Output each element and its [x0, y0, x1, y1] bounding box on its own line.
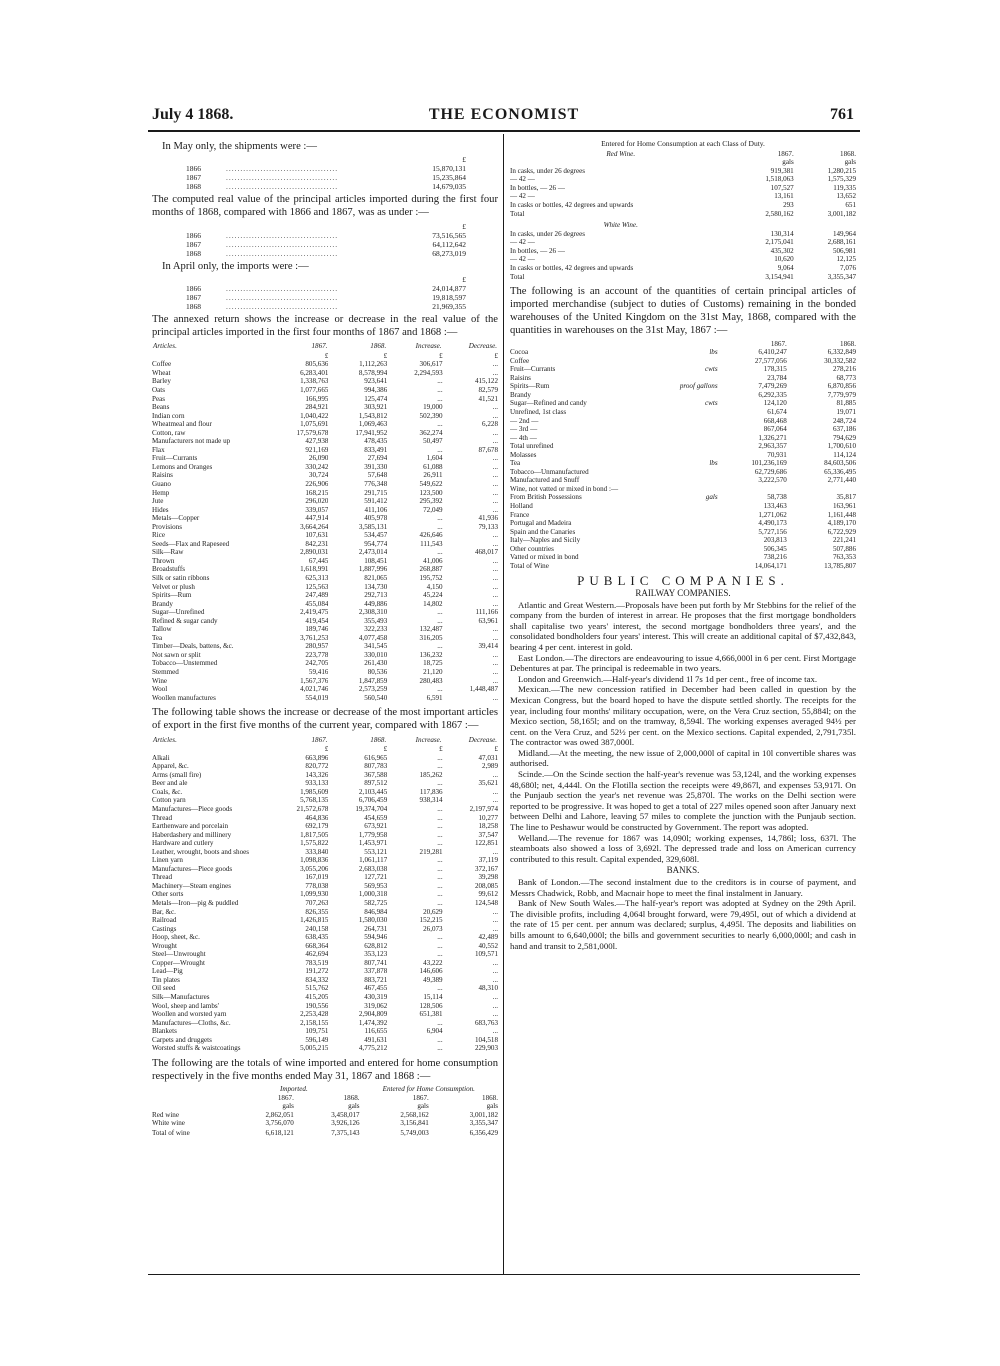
red-wine-duty-table: Red Wine. 1867. 1868. gals gals In casks, under 26 degrees 919,381 1,280,215 — 42 — 1,518,063 1,575,329 In bottles, — 26 — 107,527 119,335 — 42 — 13,161 13,652 In casks or bottles, 42 degrees and upwards 293 651 Total 2,580,162 3,001,182 [510, 149, 856, 219]
table-row: Tallow 189,746 322,233 132,487 ... [152, 625, 498, 634]
table-row: Raisins 23,784 68,773 [510, 373, 856, 382]
railway-paragraph: Atlantic and Great Western.—Proposals have been put forth by Mr Stebbins for the relief of the company from the burden of interest in arrear. He proposes that the first mortgage bondholders shall capitalise two years' interest, the second mortgage bondholders three years', and the consolidated bondholders four years' interest. This will create an additional capital of $7,432,843, bearing 4 per cent. interest in gold. [510, 599, 856, 652]
table-row: Flax 921,169 833,491 ... 87,678 [152, 445, 498, 454]
table-row: Silk or satin ribbons 625,313 821,065 195,752 ... [152, 573, 498, 582]
table-header-row [152, 735, 498, 746]
table-row: 1868 ....................................... 14,679,035 [186, 182, 466, 192]
table-row: Hides 339,057 411,106 72,049 ... [152, 505, 498, 514]
table-row: Oats 1,077,665 994,386 ... 82,579 [152, 385, 498, 394]
banks-heading: BANKS. [666, 865, 700, 876]
table-row: Lemons and Oranges 330,242 391,330 61,088 ... [152, 462, 498, 471]
table-row: Fruit—Currants cwts 178,315 278,216 [510, 365, 856, 374]
table-row: Silk—Raw 2,890,031 2,473,014 ... 468,017 [152, 548, 498, 557]
table-row: Molasses 70,931 114,124 [510, 450, 856, 459]
table-row: Worsted stuffs & waistcoatings 5,005,215 4,775,212 ... 229,903 [152, 1044, 498, 1053]
april-imports-table [186, 275, 466, 311]
column-header: Articles. [153, 735, 177, 744]
total-row: Total 2,580,162 3,001,182 [510, 210, 856, 219]
table-row: Manufactures—Piece goods 21,572,678 19,374,704 ... 2,197,974 [152, 804, 498, 813]
table-row: Rice 107,631 534,457 426,646 ... [152, 531, 498, 540]
wine-paragraph: The following are the totals of wine imported and entered for home consumption respectively in the five months ended May 31, 1867 and 1868 :— [152, 1057, 498, 1083]
railway-paragraph: Mexican.—The new concession ratified in December had been called in question by the Mexican Congress, but the board hoped to have the dispute settled shortly. The receipts for the year, including four months' military occupation, were, on the Vera Cruz section, 55,884l; on the Mexico section, 58,165l; and on the tramway, 8,594l. The working expenses averaged 94½ per cent. on the Vera Cruz, and 52½ per cent. on the Mexico sections. Capital expended, 2,791,735l. The contractor was owed 387,000l. [510, 684, 856, 748]
table-row: In casks or bottles, 42 degrees and upwards 9,064 7,076 [510, 263, 856, 272]
table-row: 1866 ....................................... 73,516,565 [186, 230, 466, 240]
table-row: Manufacturers not made up 427,938 478,435 50,497 ... [152, 437, 498, 446]
entered-group-label: Entered for Home Consumption. [382, 1085, 475, 1094]
table-row: Wine 1,567,376 1,847,859 280,483 ... [152, 676, 498, 685]
table-row: Portugal and Madeira 4,490,173 4,189,170 [510, 519, 856, 528]
table-row: Holland 133,463 163,961 [510, 502, 856, 510]
table-row: Hardware and cutlery 1,575,822 1,453,971 ... 122,851 [152, 839, 498, 848]
table-row: Carpets and druggets 596,149 491,631 ... 104,518 [152, 1035, 498, 1044]
annexed-paragraph: The annexed return shows the increase or decrease in the real value of the principal articles imported in the first four months of 1867 and 1868 :— [152, 313, 498, 339]
newspaper-page [148, 96, 860, 1276]
table-row: Brandy 455,084 449,886 14,802 ... [152, 599, 498, 608]
may-shipments-intro: In May only, the shipments were :— [162, 141, 317, 152]
table-row: — 3rd — 867,064 637,186 [510, 425, 856, 434]
issue-date: July 4 1868. [152, 106, 234, 123]
table-row: Broadstuffs 1,618,991 1,887,996 268,887 ... [152, 565, 498, 574]
table-row: Spirits—Rum proof gallons 7,479,269 6,870,856 [510, 382, 856, 391]
table-row: Railroad 1,426,815 1,580,030 152,215 ... [152, 916, 498, 925]
column-header: Increase. [415, 735, 442, 744]
table-row: Brandy 6,292,335 7,779,979 [510, 390, 856, 399]
table-row: Haberdashery and millinery 1,817,505 1,779,958 ... 37,547 [152, 830, 498, 839]
export-paragraph: The following table shows the increase or decrease of the most important articles of export in the first five months of the current year, compared with 1867 :— [152, 707, 498, 732]
table-row: Total of Wine 14,064,171 13,785,807 [510, 561, 856, 570]
table-row: From British Possessions gals 58,738 35,817 [510, 493, 856, 502]
table-row: Velvet or plush 125,563 134,730 4,150 ... [152, 582, 498, 591]
table-row: Woollen manufactures 554,019 560,540 6,591 ... [152, 693, 498, 702]
page-header [148, 96, 860, 130]
table-row: Beer and ale 933,133 897,512 ... 35,621 [152, 779, 498, 788]
computed-value-table [186, 222, 466, 258]
table-row: 1867 ....................................... 19,818,597 [186, 292, 466, 302]
table-row: Machinery—Steam engines 778,038 569,953 ... 208,085 [152, 881, 498, 890]
table-row: White wine 3,756,070 3,926,126 3,156,841 3,355,347 [152, 1119, 498, 1128]
table-row: Cocoa lbs 6,410,247 6,332,849 [510, 348, 856, 357]
table-row: In bottles, — 26 — 435,302 506,981 [510, 246, 856, 255]
table-row: Beans 284,921 303,921 19,000 ... [152, 403, 498, 412]
total-row: Total 3,154,941 3,355,347 [510, 273, 856, 282]
column-header: 1868. [370, 342, 387, 351]
table-row: Tea 3,761,253 4,077,458 316,205 ... [152, 633, 498, 642]
table-row: 1866 ....................................... 24,014,877 [186, 283, 466, 293]
table-row: Manufactured and Snuff 3,222,570 2,771,440 [510, 476, 856, 485]
table-row: Raisins 30,724 57,648 26,911 ... [152, 471, 498, 480]
entered-heading: Entered for Home Consumption at each Class of Duty. [601, 139, 765, 148]
table-row: Fruit—Currants 26,090 27,694 1,604 ... [152, 454, 498, 463]
table-row: 1868 ....................................... 68,273,019 [186, 248, 466, 258]
table-row: Earthenware and porcelain 692,179 673,921 ... 18,258 [152, 822, 498, 831]
table-row: Tin plates 834,332 883,721 49,389 ... [152, 975, 498, 984]
railway-paragraph: Welland.—The revenue for 1867 was 14,090l; working expenses, 14,786l; loss, 637l. The steamboats also showed a loss of 3,692l. The depressed trade and loss on American currency contributed to this result. Capital expended, 329,608l. [510, 832, 856, 864]
table-row: Unrefined, 1st class 61,674 19,071 [510, 407, 856, 416]
table-row: 1868 ....................................... 21,969,355 [186, 301, 466, 311]
exports-comparison-table: Articles. 1867. 1868. Increase. Decrease. £ £ £ £ Alkali 663,896 616,965 ... 47,031 Apparel, &c. 820,772 807,783 ... 2,989 Arms (small fire) 143,326 367,588 185,262 ... Beer and ale 933,133 897,512 ... 35,621 Coals, &c. 1,985,609 2,103,445 117,836 ... Cotton yarn 5,768,135 6,706,459 938,314 ... Manufactures—Piece goods 21,572,678 19,374,704 ... 2,197,974 Thread 464,836 454,659 ... 10,277 Earthenware and porcelain 692,179 673,921 ... 18,258 Haberdashery and millinery 1,817,505 1,779,958 ... 37,547 Hardware and cutlery 1,575,822 1,453,971 ... 122,851 Leather, wrought, boots and shoes 333,840 553,121 219,281 ... Linen yarn 1,098,836 1,061,117 ... 37,119 Manufactures—Piece goods 3,055,206 2,683,038 ... 372,167 Thread 167,019 127,721 ... 39,298 Machinery—Steam engines 778,038 569,953 ... 208,085 Other sorts 1,099,930 1,000,318 ... 99,612 Metals—Iron—pig & puddled 707,263 582,725 ... 124,548 Bar, &c. 826,355 846,984 20,629 ... Railroad 1,426,815 1,580,030 152,215 ... Castings 240,158 264,731 26,073 ... Hoop, sheet, &c. 638,435 594,946 ... 42,489 Wrought 668,364 628,812 ... 40,552 Steel—Unwrought 462,694 353,123 ... 109,571 Copper—Wrought 783,519 807,741 43,222 ... Lead—Pig 191,272 337,878 146,606 ... Tin plates 834,332 883,721 49,389 ... Oil seed 515,762 467,455 ... 48,310 Silk—Manufactures 415,205 430,319 15,114 ... Wool, sheep and lambs' 190,556 319,062 128,506 ... Woollen and worsted yarn 2,253,428 2,904,809 651,381 ... Manufactures—Cloths, &c. 2,158,155 1,474,392 ... 683,763 Blankets 109,751 116,655 6,904 ... Carpets and druggets 596,149 491,631 ... 104,518 Worsted stuffs & waistcoatings 5,005,215 4,775,212 ... 229,903 [152, 735, 498, 1053]
table-row: — 42 — 13,161 13,652 [510, 192, 856, 201]
table-row: Metals—Iron—pig & puddled 707,263 582,725 ... 124,548 [152, 898, 498, 907]
page-number: 761 [830, 106, 854, 123]
table-row: In bottles, — 26 — 107,527 119,335 [510, 183, 856, 192]
table-row: Spirits—Rum 247,489 292,713 45,224 ... [152, 591, 498, 600]
imports-comparison-table: Articles. 1867. 1868. Increase. Decrease. £ £ £ £ Coffee 805,636 1,112,263 306,617 ... Wheat 6,283,401 8,578,994 2,294,593 ... Barley 1,338,763 923,641 ... 415,122 Oats 1,077,665 994,386 ... 82,579 Peas 166,995 125,474 ... 41,521 Beans 284,921 303,921 19,000 ... Indian corn 1,040,422 1,543,812 502,390 ... Wheatmeal and flour 1,075,691 1,069,463 ... 6,228 Cotton, raw 17,579,678 17,941,952 362,274 ... Manufacturers not made up 427,938 478,435 50,497 ... Flax 921,169 833,491 ... 87,678 Fruit—Currants 26,090 27,694 1,604 ... Lemons and Oranges 330,242 391,330 61,088 ... Raisins 30,724 57,648 26,911 ... Guano 226,906 776,348 549,622 ... Hemp 168,215 291,715 123,500 ... Jute 296,020 591,412 295,392 ... Hides 339,057 411,106 72,049 ... Metals—Copper 447,914 405,978 ... 41,936 Provisions 3,664,264 3,585,131 ... 79,133 Rice 107,631 534,457 426,646 ... Seeds—Flax and Rapeseed 842,231 954,774 111,543 ... Silk—Raw 2,890,031 2,473,014 ... 468,017 Thrown 67,445 108,451 41,006 ... Broadstuffs 1,618,991 1,887,996 268,887 ... Silk or satin ribbons 625,313 821,065 195,752 ... Velvet or plush 125,563 134,730 4,150 ... Spirits—Rum 247,489 292,713 45,224 ... Brandy 455,084 449,886 14,802 ... Sugar—Unrefined 2,419,475 2,308,310 ... 111,166 Refined & sugar candy 419,454 355,493 ... 63,961 Tallow 189,746 322,233 132,487 ... Tea 3,761,253 4,077,458 316,205 ... Timber—Deals, battens, &c. 280,957 341,545 ... 39,414 Not sawn or split 223,778 330,010 136,232 ... Tobacco—Unstemmed 242,705 261,430 18,725 ... Stemmed 59,416 80,536 21,120 ... Wine 1,567,376 1,847,859 280,483 ... Wool 4,021,746 2,573,259 ... 1,448,487 Woollen manufactures 554,019 560,540 6,591 ... [152, 342, 498, 702]
table-row: Leather, wrought, boots and shoes 333,840 553,121 219,281 ... [152, 847, 498, 856]
table-row: Spain and the Canaries 5,727,156 6,722,929 [510, 527, 856, 536]
table-row: Hemp 168,215 291,715 123,500 ... [152, 488, 498, 497]
table-row: Apparel, &c. 820,772 807,783 ... 2,989 [152, 762, 498, 771]
table-row: Coffee 805,636 1,112,263 306,617 ... [152, 360, 498, 369]
table-row: Castings 240,158 264,731 26,073 ... [152, 924, 498, 933]
white-wine-duty-table [510, 221, 856, 282]
table-row: Manufactures—Cloths, &c. 2,158,155 1,474,392 ... 683,763 [152, 1018, 498, 1027]
table-row: Thrown 67,445 108,451 41,006 ... [152, 556, 498, 565]
railway-paragraph: London and Greenwich.—Half-year's dividend 1l 7s 1d per cent., free of income tax. [518, 673, 818, 684]
column-header: Decrease. [468, 342, 497, 351]
table-row: Peas 166,995 125,474 ... 41,521 [152, 394, 498, 403]
table-row: Thread 167,019 127,721 ... 39,298 [152, 873, 498, 882]
right-column [510, 138, 856, 951]
table-row: Alkali 663,896 616,965 ... 47,031 [152, 753, 498, 762]
table-row: Arms (small fire) 143,326 367,588 185,262 ... [152, 770, 498, 779]
table-row: Total unrefined 2,963,357 1,700,610 [510, 442, 856, 451]
table-row: Coffee 27,577,056 30,332,582 [510, 356, 856, 365]
table-row: Stemmed 59,416 80,536 21,120 ... [152, 668, 498, 676]
table-row: Not sawn or split 223,778 330,010 136,232 ... [152, 650, 498, 659]
column-header: Articles. [153, 342, 177, 351]
table-row: Coals, &c. 1,985,609 2,103,445 117,836 ... [152, 787, 498, 796]
unit-label: £ [462, 221, 466, 231]
table-row: — 2nd — 668,468 248,724 [510, 416, 856, 425]
bonded-warehouse-table: 1867. 1868. Cocoa lbs 6,410,247 6,332,849 Coffee 27,577,056 30,332,582 Fruit—Currants cwts 178,315 278,216 Raisins 23,784 68,773 Spirits—Rum proof gallons 7,479,269 6,870,856 Brandy 6,292,335 7,779,979 Sugar—Refined and candy cwts 124,120 81,885 Unrefined, 1st class 61,674 19,071 — 2nd — 668,468 248,724 — 3rd — 867,064 637,186 — 4th — 1,326,271 794,629 Total unrefined 2,963,357 1,700,610 Molasses 70,931 114,124 Tea lbs 101,236,169 84,603,506 Tobacco—Unmanufactured 62,729,686 65,336,495 Manufactured and Snuff 3,222,570 2,771,440 Wine, not vatted or mixed in bond :— From British Possessions gals 58,738 35,817 Holland 133,463 163,961 France 1,271,062 1,161,448 Portugal and Madeira 4,490,173 4,189,170 Spain and the Canaries 5,727,156 6,722,929 Italy—Naples and Sicily 203,813 221,241 Other countries 506,345 507,886 Vatted or mixed in bond 738,216 763,353 Total of Wine 14,064,171 13,785,807 [510, 339, 856, 570]
table-row: Woollen and worsted yarn 2,253,428 2,904,809 651,381 ... [152, 1010, 498, 1019]
table-row: Cotton yarn 5,768,135 6,706,459 938,314 ... [152, 796, 498, 805]
table-row: Wine, not vatted or mixed in bond :— [510, 484, 619, 493]
table-row: Other countries 506,345 507,886 [510, 544, 856, 553]
table-row: Thread 464,836 454,659 ... 10,277 [152, 813, 498, 822]
red-wine-label: Red Wine. [606, 149, 636, 158]
table-row: — 42 — 1,518,063 1,575,329 [510, 175, 856, 184]
table-row: Copper—Wrought 783,519 807,741 43,222 ... [152, 958, 498, 967]
table-row: Provisions 3,664,264 3,585,131 ... 79,133 [152, 522, 498, 531]
railway-paragraph: Midland.—At the meeting, the new issue of 2,000,000l of capital in 10l convertible shares was authorised. [510, 747, 856, 769]
table-row: 1867 ....................................... 64,112,642 [186, 239, 466, 249]
header-rule [148, 130, 860, 132]
table-row: Wheat 6,283,401 8,578,994 2,294,593 ... [152, 368, 498, 377]
table-row: Other sorts 1,099,930 1,000,318 ... 99,612 [152, 890, 498, 899]
table-row: Timber—Deals, battens, &c. 280,957 341,545 ... 39,414 [152, 642, 498, 651]
table-row: Indian corn 1,040,422 1,543,812 502,390 ... [152, 411, 498, 420]
table-row: Refined & sugar candy 419,454 355,493 ... 63,961 [152, 616, 498, 625]
table-row: — 42 — 2,175,041 2,688,161 [510, 238, 856, 247]
left-column [152, 138, 498, 1138]
table-row: Manufactures—Piece goods 3,055,206 2,683,038 ... 372,167 [152, 864, 498, 873]
table-row: In casks, under 26 degrees 919,381 1,280,215 [510, 166, 856, 175]
table-row: Steel—Unwrought 462,694 353,123 ... 109,571 [152, 950, 498, 959]
imported-group-label: Imported. [279, 1085, 308, 1094]
table-row: In casks or bottles, 42 degrees and upwards 293 651 [510, 200, 856, 209]
unit-label: £ [462, 274, 466, 284]
bank-paragraph: Bank of New South Wales.—The half-year's report was adopted at Sydney on the 29th April. The divisible profits, including 4,064l brought forward, were 79,495l, out of which a dividend at the rate of 15 per cent. per annum was declared; surplus, 4,495l. The deposits and liabilities on bills amount to 6,640,000l; the bills and government securities to nearly 6,000,000l; and cash in hand and transit to 2,581,000l. [510, 898, 856, 951]
wine-totals-table: Imported. Entered for Home Consumption. 1867. 1868. 1867. 1868. gals gals gals gals Red wine 2,862,051 3,458,017 2,568,162 3,001,182 White wine 3,756,070 3,926,126 3,156,841 3,355,347 Total of wine 6,618,121 7,375,143 5,749,003 6,356,429 [152, 1085, 498, 1137]
april-intro: In April only, the imports were :— [162, 260, 309, 272]
table-row: Wool, sheep and lambs' 190,556 319,062 128,506 ... [152, 1001, 498, 1010]
table-row: Blankets 109,751 116,655 6,904 ... [152, 1027, 498, 1036]
computed-paragraph: The computed real value of the principal articles imported during the first four months of 1868, compared with 1866 and 1867, was as under :— [152, 194, 498, 219]
table-row: Oil seed 515,762 467,455 ... 48,310 [152, 984, 498, 993]
table-row: Red wine 2,862,051 3,458,017 2,568,162 3,001,182 [152, 1110, 498, 1119]
table-row: Sugar—Unrefined 2,419,475 2,308,310 ... 111,166 [152, 608, 498, 617]
railway-companies-heading: RAILWAY COMPANIES. [635, 587, 731, 598]
table-row: Cotton, raw 17,579,678 17,941,952 362,274 ... [152, 428, 498, 437]
table-row: Jute 296,020 591,412 295,392 ... [152, 497, 498, 506]
table-row: — 42 — 10,620 12,125 [510, 255, 856, 264]
table-row: Italy—Naples and Sicily 203,813 221,241 [510, 536, 856, 545]
railway-paragraph: Scinde.—On the Scinde section the half-year's revenue was 53,124l, and the working expenses 48,680l; net, 4,444l. On the Flotilla section the receipts were 49,867l, and expenses 53,917l. On the Punjaub section the year's net revenue was 25,870l. The works on the Delhi section were reported to be progressive. It was hoped to get a total of 227 miles opened soon after January next between Delhi and Lahore, leaving 57 miles to complete the junction with the Punjaub section. The line to Peshawur would be constructed by Government. The report was adopted. [510, 769, 856, 833]
bonded-paragraph: The following is an account of the quantities of certain principal articles of imported merchandise (subject to duties of Customs) remaining in the bonded warehouses of the United Kingdom on the 31st May, 1868, compared with the quantities in warehouses on the 31st May, 1867 :— [510, 285, 856, 337]
table-row: Bar, &c. 826,355 846,984 20,629 ... [152, 907, 498, 916]
table-row: Sugar—Refined and candy cwts 124,120 81,885 [510, 399, 856, 408]
column-header: Increase. [415, 342, 442, 351]
column-header: 1867. [311, 342, 328, 351]
footer-rule [148, 1274, 860, 1275]
table-row: Vatted or mixed in bond 738,216 763,353 [510, 553, 856, 562]
public-companies-heading: PUBLIC COMPANIES. [577, 573, 789, 589]
publication-title: THE ECONOMIST [428, 106, 580, 123]
unit-label: £ [462, 155, 466, 165]
table-row: Tobacco—Unmanufactured 62,729,686 65,336,495 [510, 467, 856, 476]
may-shipments-table [186, 155, 466, 191]
table-row: Hoop, sheet, &c. 638,435 594,946 ... 42,489 [152, 933, 498, 942]
table-row: Tobacco—Unstemmed 242,705 261,430 18,725 ... [152, 659, 498, 668]
table-row: Wrought 668,364 628,812 ... 40,552 [152, 941, 498, 950]
table-row: 1866 ....................................... 15,870,131 [186, 164, 466, 174]
table-row: 1867 ....................................... 15,235,864 [186, 173, 466, 183]
railway-paragraph: East London.—The directors are endeavouring to issue 4,666,000l in 6 per cent. First Mortgage Debentures at par. The principal is redeemable in two years. [510, 652, 856, 674]
bank-paragraph: Bank of London.—The second instalment due to the creditors is in course of payment, and Messrs Chadwick, Robb, and Macnair hope to meet the final instalment in January. [510, 877, 856, 898]
table-row: Seeds—Flax and Rapeseed 842,231 954,774 111,543 ... [152, 539, 498, 548]
table-row: Silk—Manufactures 415,205 430,319 15,114 ... [152, 993, 498, 1001]
white-wine-label: White Wine. [603, 220, 638, 229]
total-row: Total of wine 6,618,121 7,375,143 5,749,003 6,356,429 [152, 1128, 498, 1137]
table-row: Tea lbs 101,236,169 84,603,506 [510, 459, 856, 468]
table-row: Wool 4,021,746 2,573,259 ... 1,448,487 [152, 685, 498, 694]
column-header: 1868. [370, 735, 387, 744]
table-row: Guano 226,906 776,348 549,622 ... [152, 479, 498, 488]
table-row: Barley 1,338,763 923,641 ... 415,122 [152, 377, 498, 386]
table-row: France 1,271,062 1,161,448 [510, 510, 856, 519]
table-header-row [152, 341, 498, 352]
table-row: Linen yarn 1,098,836 1,061,117 ... 37,119 [152, 856, 498, 865]
column-divider [503, 134, 504, 1274]
table-row: Lead—Pig 191,272 337,878 146,606 ... [152, 967, 498, 976]
column-header: Decrease. [468, 735, 497, 744]
table-row: Metals—Copper 447,914 405,978 ... 41,936 [152, 514, 498, 523]
table-row: In casks, under 26 degrees 130,314 149,964 [510, 229, 856, 238]
table-row: — 4th — 1,326,271 794,629 [510, 433, 856, 442]
column-header: 1867. [311, 735, 328, 744]
table-row: Wheatmeal and flour 1,075,691 1,069,463 ... 6,228 [152, 420, 498, 429]
